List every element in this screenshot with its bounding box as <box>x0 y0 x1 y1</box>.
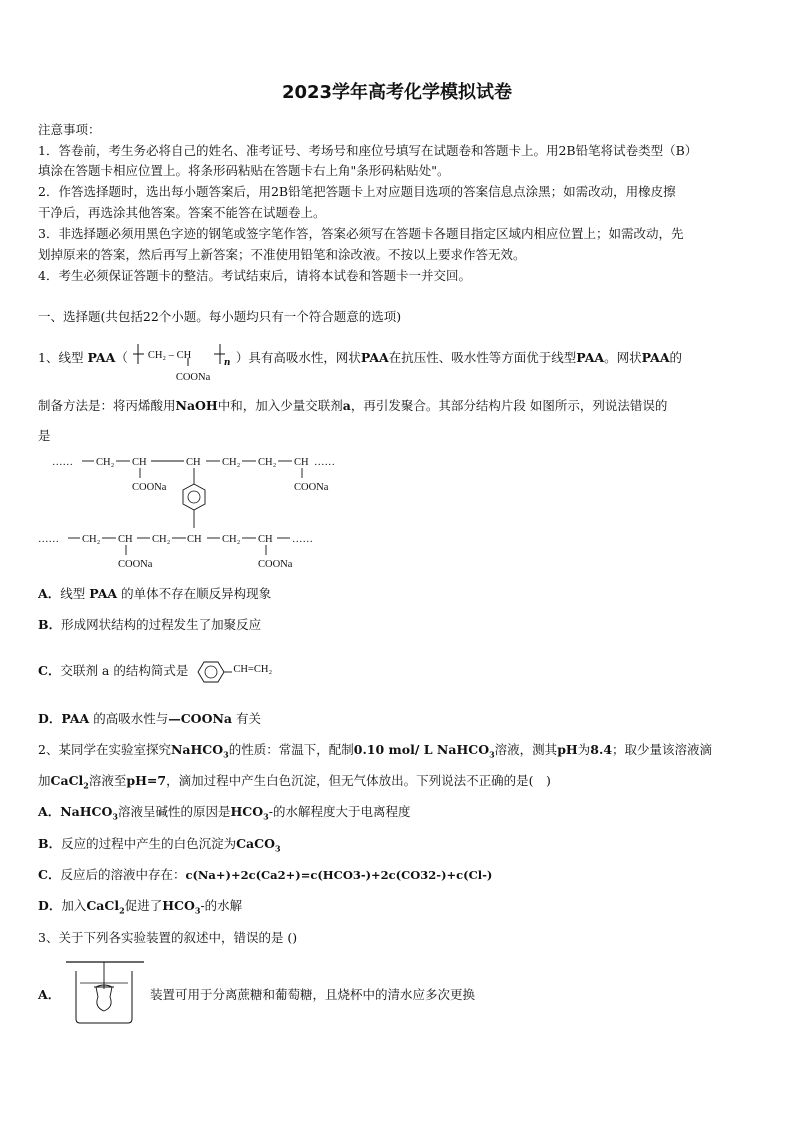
styrene-formula: CH=CH₂ <box>192 665 292 679</box>
notice-1a: 1．答卷前，考生务必将自己的姓名、准考证号、考场号和座位号填写在试题卷和答题卡上。用2B铅笔将试卷类型（B） <box>38 143 698 158</box>
q2-option-c[interactable]: C．反应后的溶液中存在：c(Na+)+2c(Ca2+)=c(HCO3-)+2c(CO32-)+c(Cl-) <box>38 867 493 882</box>
ch-6: CH <box>258 534 273 545</box>
coona-2: COONa <box>294 482 329 493</box>
ch2-4: CH₂ <box>82 534 101 545</box>
dots-right-bottom: …… <box>292 534 313 545</box>
q2-option-d[interactable]: D．加入CaCl$_2$促进了$HCO_3-$的水解 <box>38 898 243 916</box>
notice-2b: 干净后，再选涂其他答案。答案不能答在试题卷上。 <box>38 205 326 220</box>
benzene-ring-icon <box>192 657 232 687</box>
ch2-2: CH₂ <box>222 457 241 468</box>
paa-repeat-unit-formula: CH₂ – CH n COONa <box>132 352 232 366</box>
coona-4: COONa <box>258 559 293 570</box>
q1-option-c[interactable]: C．交联剂 a 的结构简式是 CH=CH₂ <box>38 661 292 679</box>
q1-line3: 是 <box>38 428 51 443</box>
network-paa-structure <box>38 448 368 581</box>
ch-2: CH <box>186 457 201 468</box>
q2-line2: 加CaCl$_2$溶液至pH=7，滴加过程中产生白色沉淀，但无气体放出。下列说法不正确的是( ) <box>38 773 551 791</box>
ch-5: CH <box>187 534 202 545</box>
ch2-6: CH₂ <box>222 534 241 545</box>
q2-option-b[interactable]: B．反应的过程中产生的白色沉淀为CaCO$_3$ <box>38 836 281 854</box>
q3-option-a-text: 装置可用于分离蔗糖和葡萄糖，且烧杯中的清水应多次更换 <box>150 987 476 1002</box>
notice-1b: 填涂在答题卡相应位置上。将条形码粘贴在答题卡右上角"条形码粘贴处"。 <box>38 163 450 178</box>
section-heading: 一、选择题(共包括22个小题。每小题均只有一个符合题意的选项) <box>38 309 402 324</box>
q2-option-a[interactable]: A．NaHCO$_3$溶液呈碱性的原因是$HCO_3-$的水解程度大于电离程度 <box>38 804 411 822</box>
coona-3: COONa <box>118 559 153 570</box>
q1-line2: 制备方法是：将丙烯酸用NaOH中和，加入少量交联剂a，再引发聚合。其部分结构片段 如图所示，列说法错误的 <box>38 398 668 413</box>
ch2-1: CH₂ <box>96 457 115 468</box>
ch-1: CH <box>132 457 147 468</box>
notice-heading: 注意事项： <box>38 122 101 137</box>
dots-left-top: …… <box>52 457 73 468</box>
dialysis-apparatus-icon <box>62 957 152 1027</box>
page-title: 2023学年高考化学模拟试卷 <box>281 82 513 103</box>
ch2-3: CH₂ <box>258 457 277 468</box>
coona-1: COONa <box>132 482 167 493</box>
q1-option-d[interactable]: D．PAA 的高吸水性与—COONa 有关 <box>38 711 261 726</box>
ch-3: CH <box>294 457 309 468</box>
notice-3b: 划掉原来的答案，然后再写上新答案；不准使用铅笔和涂改液。不按以上要求作答无效。 <box>38 247 526 262</box>
crosslinked-structure-diagram <box>38 448 368 578</box>
notice-2a: 2．作答选择题时，选出每小题答案后，用2B铅笔把答题卡上对应题目选项的答案信息点涂黑；如需改动，用橡皮擦 <box>38 184 676 199</box>
dots-right-top: …… <box>314 457 335 468</box>
notice-3a: 3．非选择题必须用黑色字迹的钢笔或签字笔作答，答案必须写在答题卡各题目指定区域内相应位置上；如需改动，先 <box>38 226 684 241</box>
notice-4: 4．考生必须保证答题卡的整洁。考试结束后，请将本试卷和答题卡一并交回。 <box>38 268 471 283</box>
benzene-ring-icon <box>183 484 205 510</box>
dots-left-bottom: …… <box>38 534 59 545</box>
q3-stem: 3、关于下列各实验装置的叙述中，错误的是 () <box>38 930 298 945</box>
q1-option-a[interactable]: A．线型 PAA 的单体不存在顺反异构现象 <box>38 586 272 601</box>
ch2-5: CH₂ <box>152 534 171 545</box>
ch-4: CH <box>118 534 133 545</box>
q2-line1: 2、某同学在实验室探究NaHCO$_3$的性质：常温下，配制0.10 mol/ L NaHCO$_3$溶液，测其pH为8.4；取少量该溶液滴 <box>38 742 713 760</box>
q3-option-a[interactable]: A． <box>38 987 61 1002</box>
q1-option-b[interactable]: B．形成网状结构的过程发生了加聚反应 <box>38 617 262 632</box>
q1-line1: 1、线型 PAA（ CH₂ – CH n COONa ）具有高吸水性，网状PAA在抗压性、吸水性等方面优于线型PAA。网状PAA的 <box>38 348 682 366</box>
